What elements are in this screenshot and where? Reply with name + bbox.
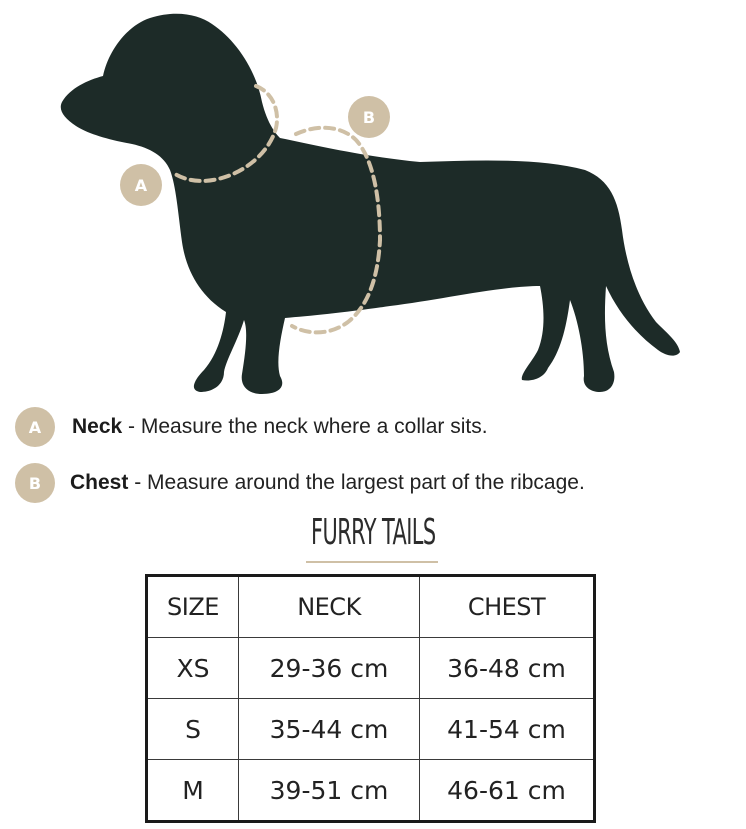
- legend-neck: [15, 407, 488, 447]
- table-row: [147, 638, 595, 699]
- legend-chest-text: [70, 471, 585, 495]
- legend-neck-separator: -: [122, 415, 141, 438]
- cell-chest: 36-48 cm: [420, 638, 595, 699]
- cell-size: XS: [147, 638, 239, 699]
- table-header-row: [147, 576, 595, 638]
- brand-title: [0, 512, 746, 553]
- dog-measurement-illustration: [0, 0, 746, 400]
- cell-size: M: [147, 760, 239, 822]
- table-row: [147, 699, 595, 760]
- brand-title-text: FURRY TAILS: [310, 512, 436, 553]
- cell-neck: 29-36 cm: [239, 638, 420, 699]
- legend-neck-description: Measure the neck where a collar sits.: [140, 415, 488, 438]
- cell-size: S: [147, 699, 239, 760]
- legend-chest-term: Chest: [70, 471, 129, 494]
- cell-chest: 46-61 cm: [420, 760, 595, 822]
- header-neck: NECK: [239, 576, 420, 638]
- badge-b-marker: [348, 96, 390, 138]
- legend-neck-term: Neck: [72, 415, 123, 438]
- header-chest: CHEST: [420, 576, 595, 638]
- dog-silhouette-icon: [61, 14, 680, 394]
- header-size: SIZE: [147, 576, 239, 638]
- legend-chest: [15, 463, 585, 503]
- cell-neck: 35-44 cm: [239, 699, 420, 760]
- size-chart-table: [145, 574, 596, 823]
- legend-badge-a: A: [15, 407, 55, 447]
- legend-chest-description: Measure around the largest part of the ribcage.: [147, 471, 585, 494]
- table-row: [147, 760, 595, 822]
- cell-neck: 39-51 cm: [239, 760, 420, 822]
- legend-chest-separator: -: [128, 471, 148, 494]
- badge-b-label: B: [362, 108, 376, 127]
- brand-underline: [306, 561, 438, 563]
- badge-a-label: A: [134, 176, 148, 195]
- badge-a-marker: [120, 164, 162, 206]
- legend-neck-text: [72, 415, 488, 439]
- legend-badge-b: B: [15, 463, 55, 503]
- cell-chest: 41-54 cm: [420, 699, 595, 760]
